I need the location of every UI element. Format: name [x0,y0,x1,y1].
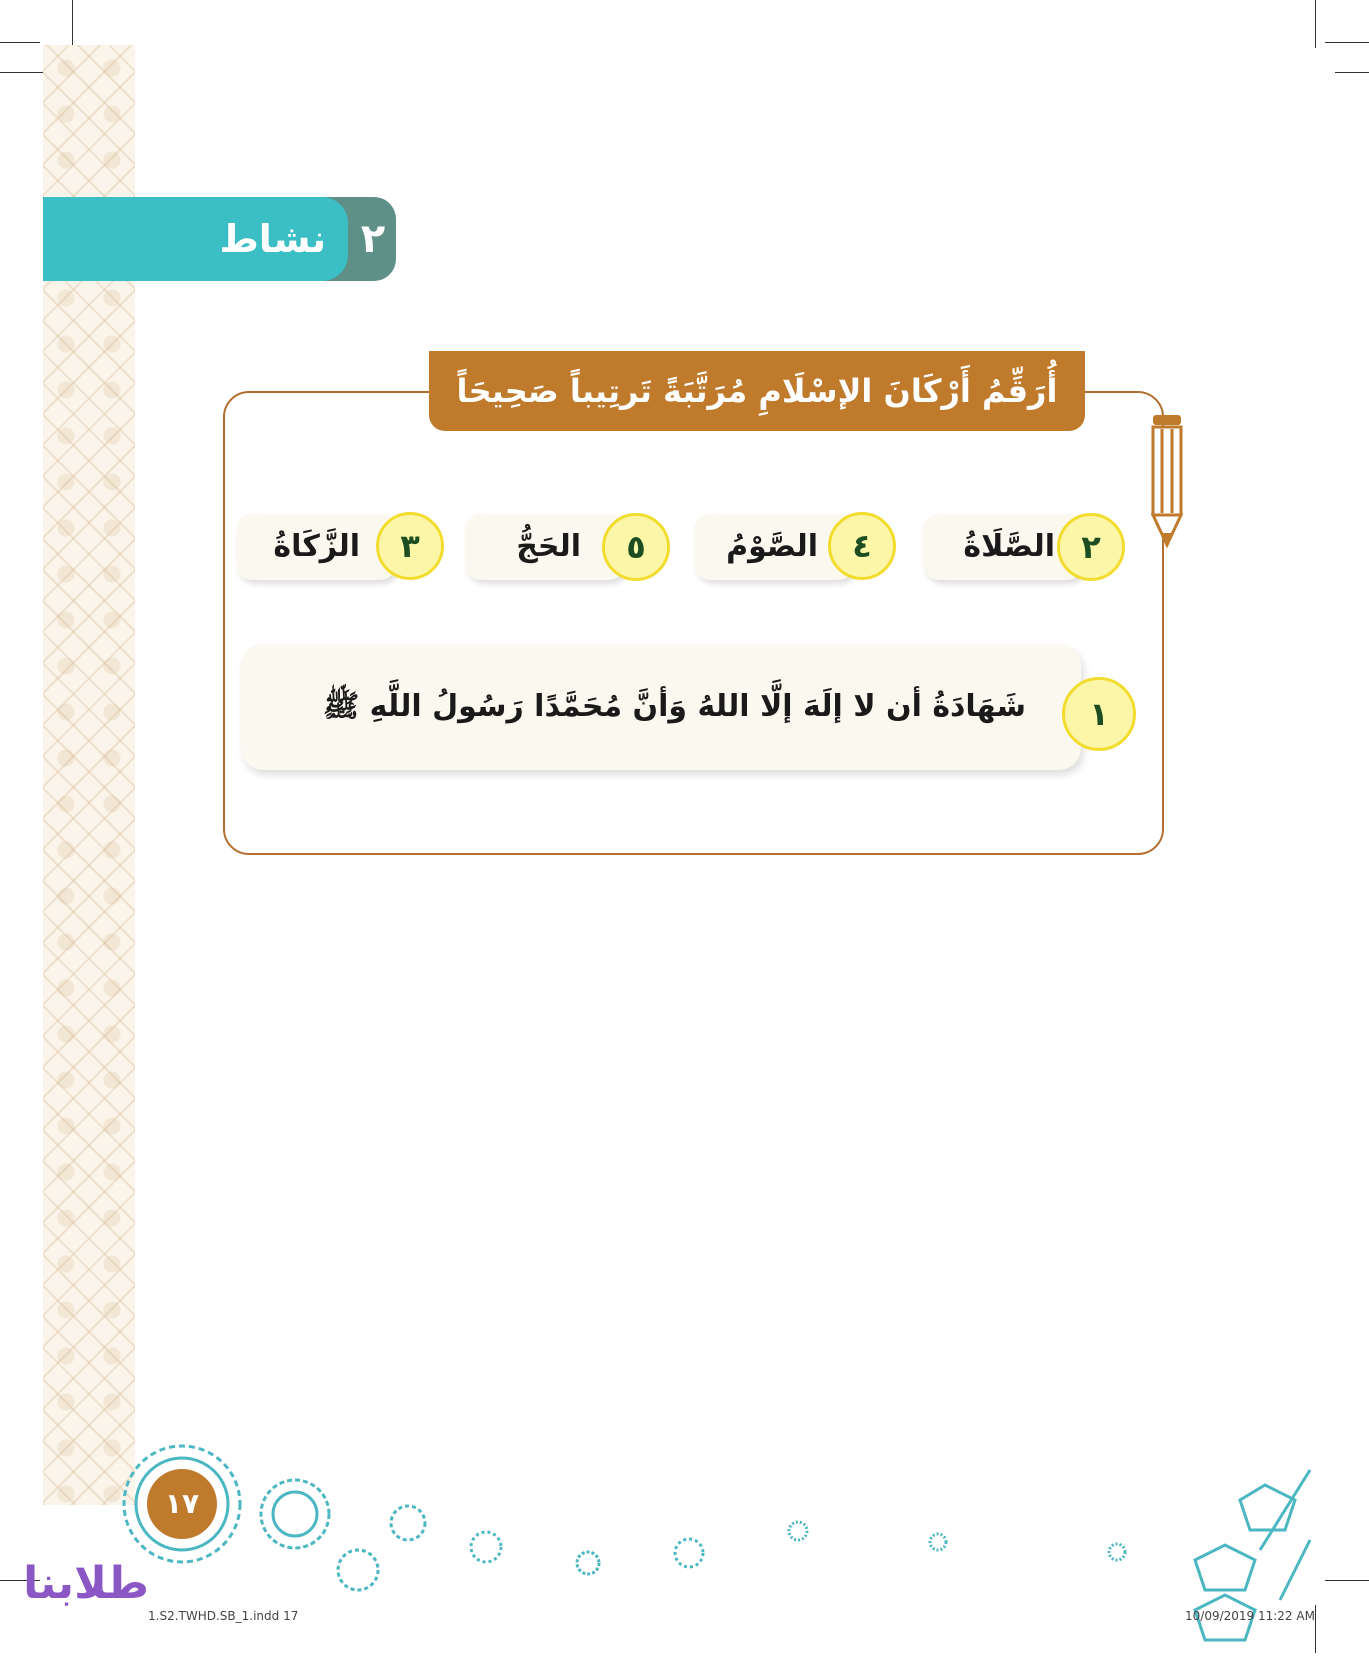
activity-frame [223,391,1164,855]
pillar-text: الحَجُّ [516,529,581,564]
pillar-number-badge: ٣ [376,512,444,580]
footer-file-label: 1.S2.TWHD.SB_1.indd 17 [148,1609,299,1623]
crop-mark [1315,0,1316,48]
shahada-item [241,644,1081,770]
pillar-number-badge: ٤ [828,512,896,580]
pillar-text: الصَّوْمُ [726,529,818,564]
instruction-banner: أُرَقِّمُ أَرْكَانَ الإسْلَامِ مُرَتَّبَةً تَرتِيباً صَحِيحَاً [429,351,1085,431]
activity-label: نشاط [219,217,326,261]
crop-mark [72,0,73,48]
pillar-item [465,514,625,580]
pillar-text: الصَّلَاةُ [963,529,1055,564]
pillar-number-badge: ٥ [602,513,670,581]
activity-tab-inner [43,197,348,281]
crop-mark [0,42,40,43]
crop-mark [0,72,48,73]
pencil-icon [1149,415,1185,555]
crop-mark [1335,72,1369,73]
brand-logo: طلابنا [23,1558,149,1609]
shahada-number-badge: ١ [1062,677,1136,751]
page-number: ١٧ [147,1469,217,1539]
pillar-item [236,514,396,580]
pillar-text: الزَّكَاةُ [273,529,360,564]
footer-date: 10/09/2019 11:22 AM [1185,1609,1315,1623]
shahada-text: شَهَادَةُ أن لا إلَهَ إلَّا اللهُ وَأنَّ مُحَمَّدًا رَسُولُ اللَّهِ ﷺ [323,689,1026,724]
activity-number: ٢ [360,216,386,262]
pillar-number-badge: ٢ [1057,513,1125,581]
crop-mark [1325,42,1369,43]
activity-tab [43,197,396,281]
